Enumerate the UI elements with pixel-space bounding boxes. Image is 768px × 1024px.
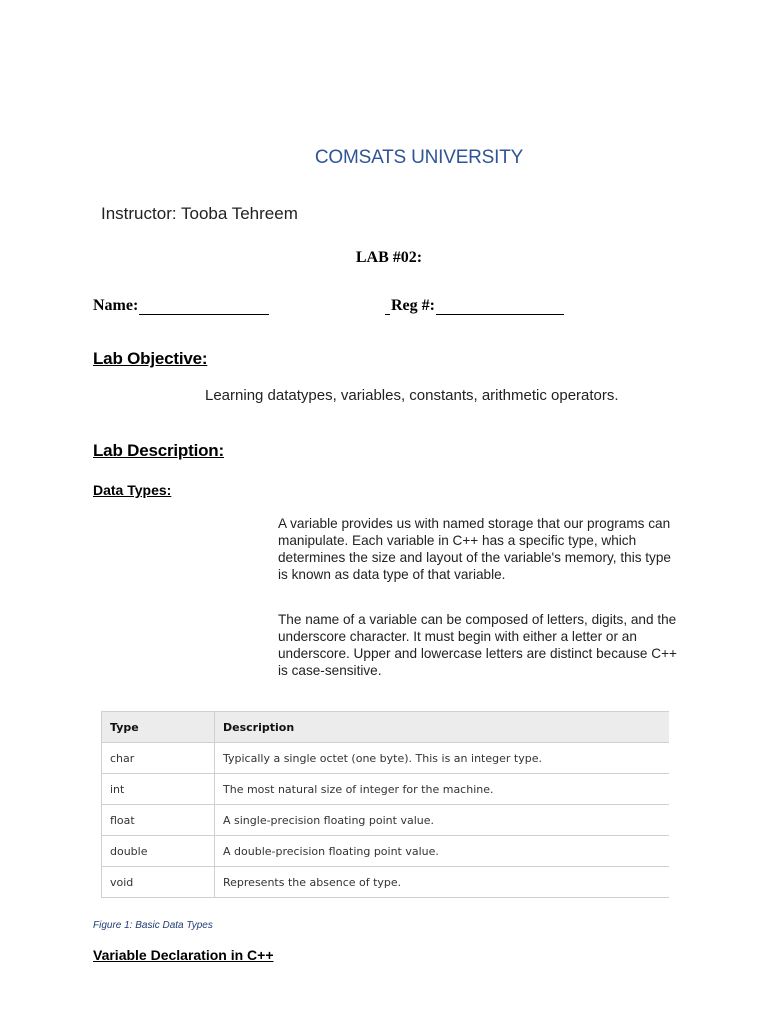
cell-description: Represents the absence of type.	[215, 867, 670, 898]
cell-description: A double-precision floating point value.	[215, 836, 670, 867]
cell-type: float	[102, 805, 215, 836]
reg-leading-line	[385, 300, 390, 315]
data-types-heading: Data Types:	[93, 482, 172, 498]
cell-type: double	[102, 836, 215, 867]
data-types-table	[101, 711, 669, 898]
reg-blank-line	[436, 300, 564, 315]
cell-description: Typically a single octet (one byte). This is an integer type.	[215, 743, 670, 774]
name-field	[93, 297, 269, 315]
table-row	[102, 867, 670, 898]
paragraph-variable-naming: The name of a variable can be composed of letters, digits, and the underscore character. It must begin with either a letter or an underscore. Upper and lowercase letters are distinct because C++ is case-sensitive.	[278, 612, 677, 678]
table-header-row	[102, 712, 670, 743]
name-label: Name:	[93, 297, 139, 314]
cell-type: int	[102, 774, 215, 805]
cell-type: void	[102, 867, 215, 898]
table-row	[102, 743, 670, 774]
name-blank-line	[139, 300, 269, 315]
table-row	[102, 836, 670, 867]
lab-objective-heading: Lab Objective:	[93, 349, 208, 368]
cell-description: A single-precision floating point value.	[215, 805, 670, 836]
cell-type: char	[102, 743, 215, 774]
table-row	[102, 805, 670, 836]
reg-field	[385, 297, 564, 315]
instructor-line: Instructor: Tooba Tehreem	[101, 204, 298, 223]
header-type: Type	[102, 712, 215, 743]
university-title: COMSATS UNIVERSITY	[314, 147, 524, 168]
lab-description-heading: Lab Description:	[93, 441, 224, 460]
header-description: Description	[215, 712, 670, 743]
cell-description: The most natural size of integer for the machine.	[215, 774, 670, 805]
variable-declaration-heading: Variable Declaration in C++	[93, 947, 274, 963]
table-row	[102, 774, 670, 805]
paragraph-variable-storage: A variable provides us with named storage that our programs can manipulate. Each variable in C++ has a specific type, which determines the size and layout of the variable's memory, this type is known as data type of that variable.	[278, 516, 671, 582]
reg-label: Reg #:	[391, 297, 435, 314]
figure-caption: Figure 1: Basic Data Types	[93, 920, 213, 931]
lab-number: LAB #02:	[355, 249, 423, 266]
lab-objective-text: Learning datatypes, variables, constants, arithmetic operators.	[205, 387, 619, 404]
